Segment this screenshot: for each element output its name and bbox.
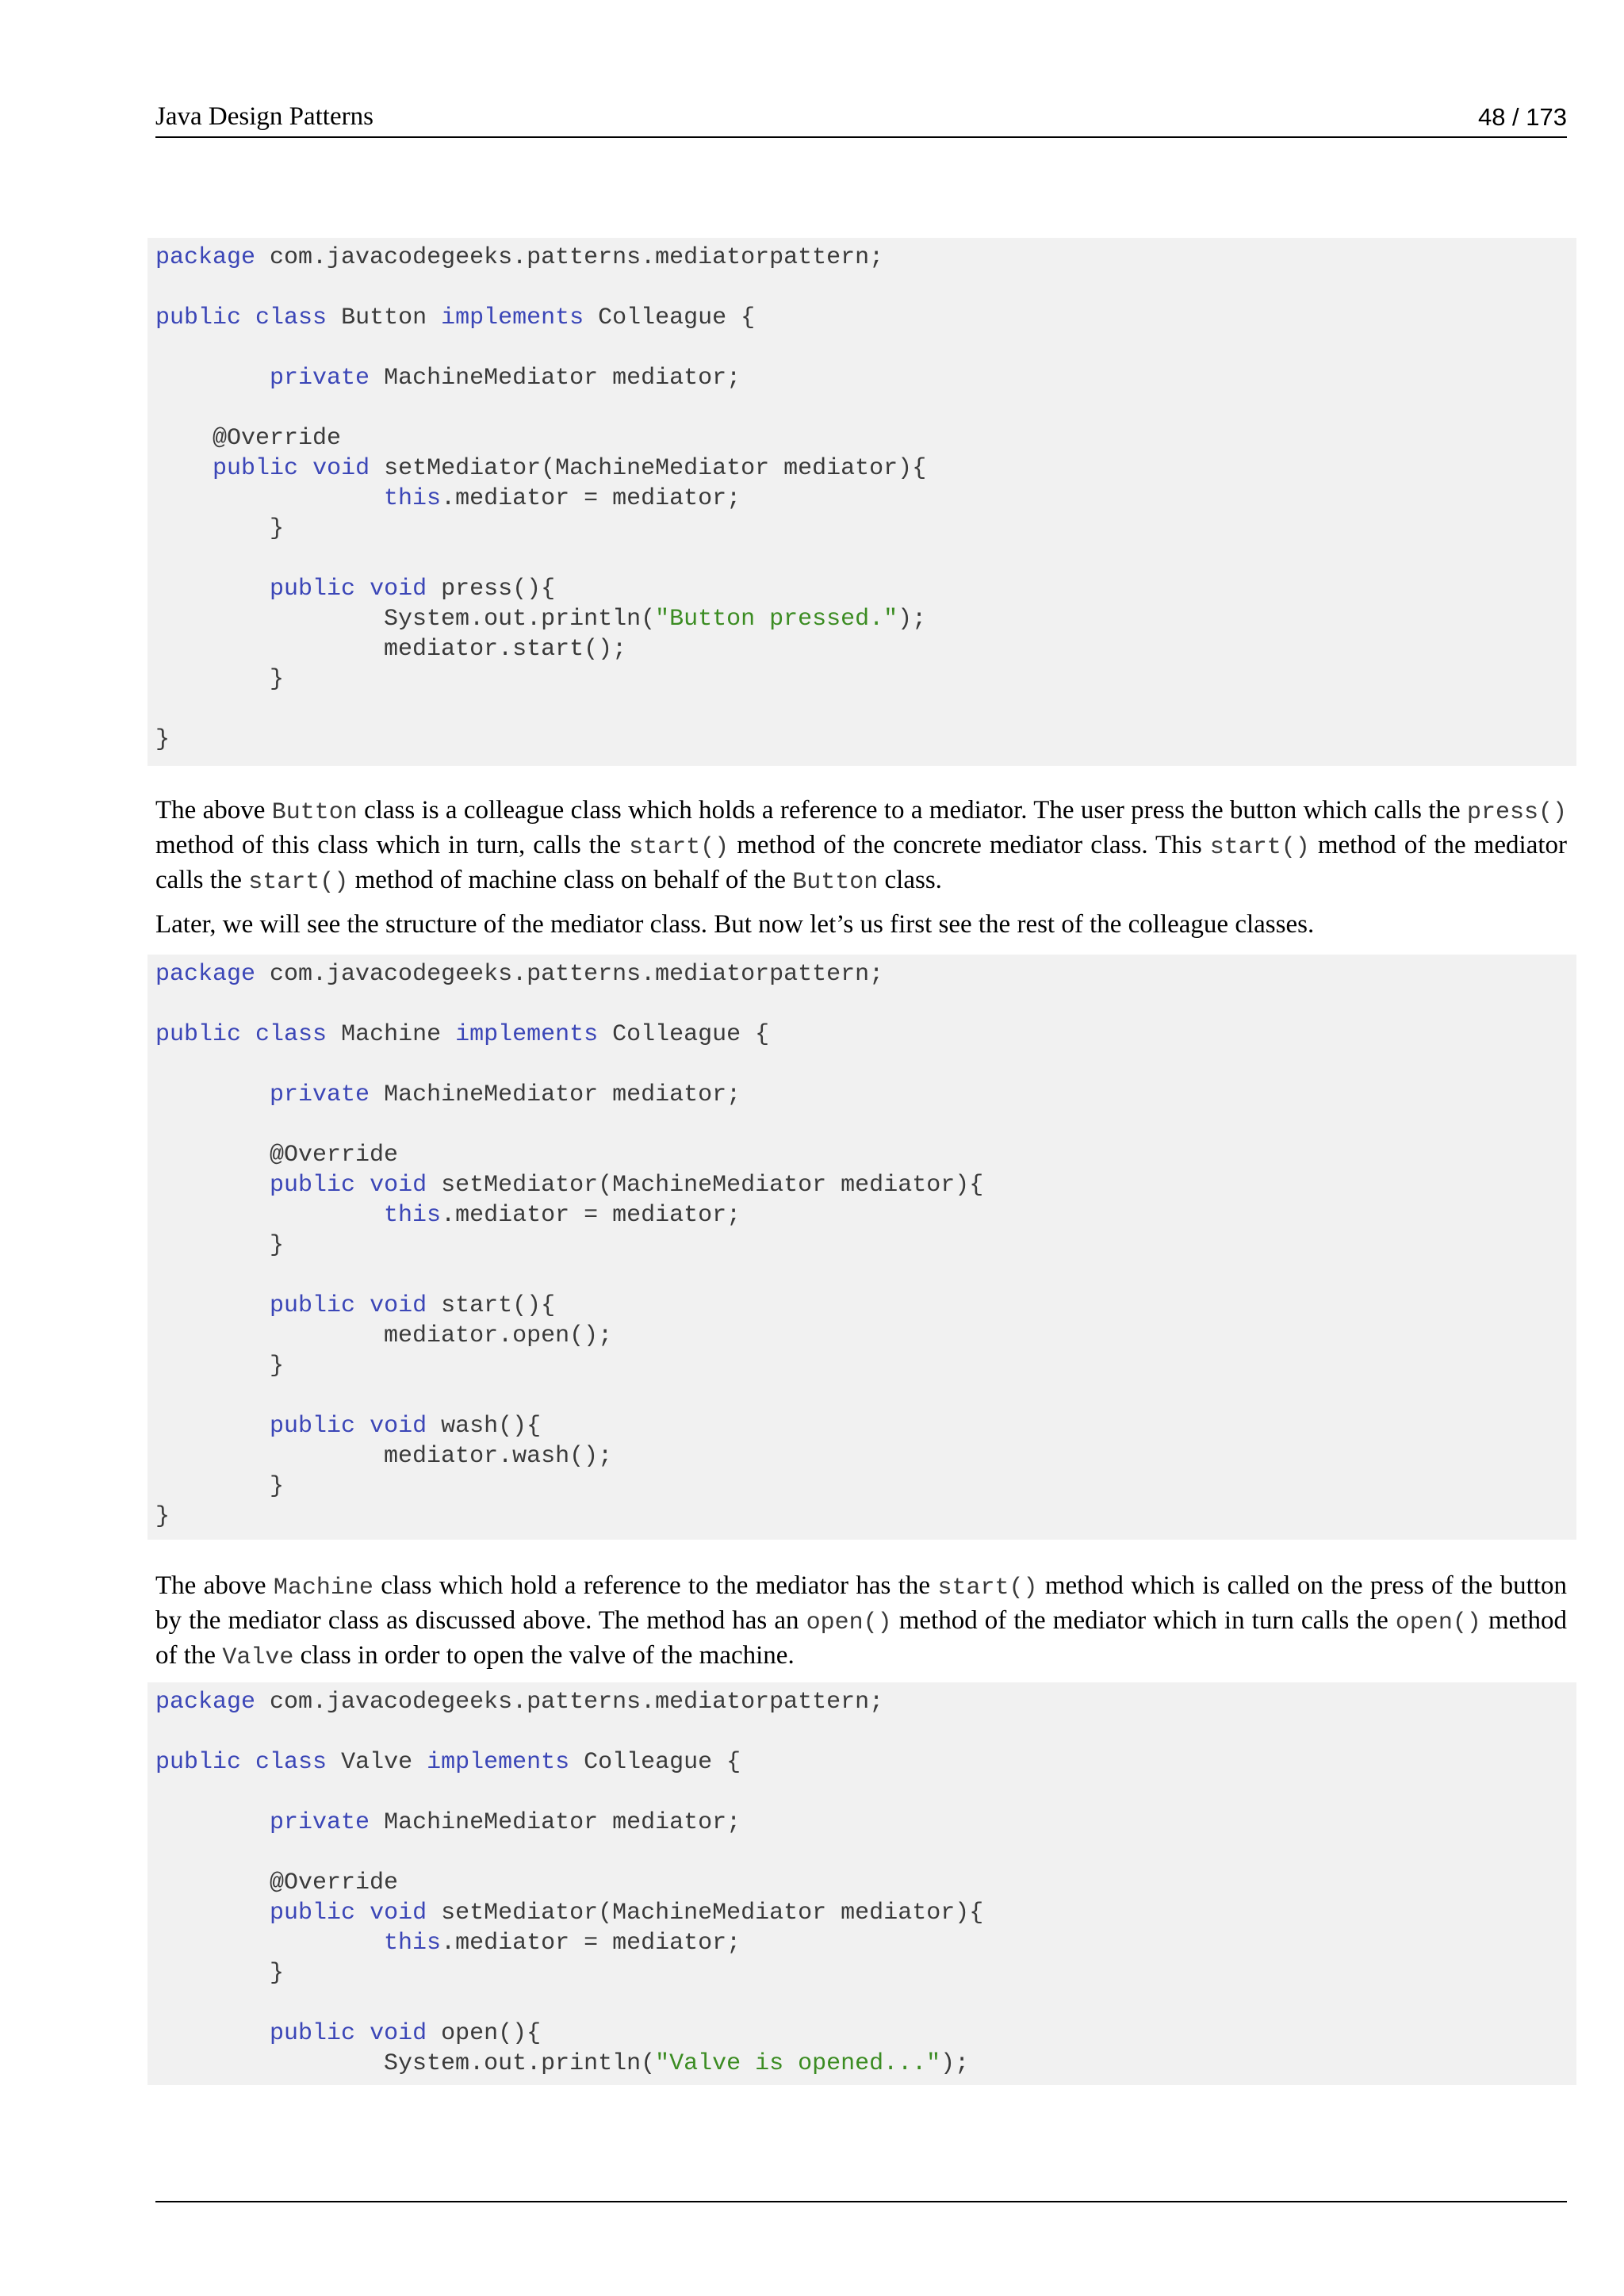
code-text [155,576,270,603]
code-text: mediator.start(); [155,636,627,663]
code-text: MachineMediator mediator; [370,1081,741,1108]
code-keyword: public [270,1900,356,1927]
code-text [155,1809,270,1836]
code-text [355,1900,370,1927]
code-text [355,1413,370,1440]
code-keyword: void [370,1900,427,1927]
code-block-button [147,238,1576,766]
paragraph-text: The above [155,796,272,825]
code-line [155,1411,1576,1441]
code-text: mediator.wash(); [155,1443,613,1470]
code-text [155,365,270,392]
paragraph-transition [155,909,1567,941]
code-line [155,1110,1576,1140]
code-line [155,1351,1576,1381]
code-line [155,1321,1576,1351]
code-text: } [155,1960,285,1987]
code-keyword: class [255,1021,327,1048]
code-text: @Override [155,1142,399,1169]
inline-code: start() [1209,834,1310,861]
code-keyword: public [155,1749,242,1776]
code-keyword: class [255,1749,327,1776]
code-line [155,393,1576,423]
code-keyword: class [255,304,327,331]
paragraph-text: class in order to open the valve of the machine. [293,1641,795,1670]
code-line [155,544,1576,574]
code-text [241,304,255,331]
code-keyword: public [155,304,242,331]
code-line [155,1717,1576,1747]
code-line [155,1291,1576,1321]
code-text: Colleague { [598,1021,770,1048]
code-text [298,455,312,482]
paragraph-text: method of the mediator calls the [155,831,1568,894]
code-text: } [155,515,285,542]
code-text [155,1172,270,1199]
paragraph-text: method of the mediator which in turn calls the [891,1606,1396,1635]
paragraph-text: method of machine class on behalf of the [348,866,793,894]
code-text [155,1930,384,1957]
code-text: Colleague { [569,1749,741,1776]
code-text [155,2020,270,2047]
paragraph-text: method of this class which in turn, calls the [155,831,630,859]
code-line [155,1838,1576,1868]
code-line [155,484,1576,514]
code-text: ); [940,2050,970,2077]
code-text: } [155,1503,170,1530]
code-keyword: private [270,365,370,392]
paragraph-text: method of the concrete mediator class. This [729,831,1210,859]
code-text: } [155,666,285,693]
paragraph-text: Later, we will see the structure of the mediator class. But now let’s us first see the rest of the colleague classes. [155,910,1315,939]
code-keyword: void [370,1413,427,1440]
code-line [155,1230,1576,1261]
code-text: mediator.open(); [155,1322,613,1349]
inline-code: press() [1466,799,1568,826]
code-line [155,634,1576,664]
code-text: System.out.println( [155,2050,656,2077]
code-text [155,455,213,482]
code-text: } [155,726,170,753]
inline-code: start() [937,1575,1038,1601]
code-text: .mediator = mediator; [441,485,741,512]
code-text: @Override [155,1869,399,1896]
code-keyword: public [270,2020,356,2047]
code-line [155,959,1576,989]
code-line [155,1441,1576,1471]
inline-code: start() [248,869,349,896]
code-line [155,363,1576,393]
paragraph-text: class which hold a reference to the mediator has the [373,1571,938,1600]
code-keyword: implements [455,1021,599,1048]
document-title: Java Design Patterns [155,102,373,131]
code-keyword: public [270,1172,356,1199]
code-text: press(){ [427,576,556,603]
code-text: .mediator = mediator; [441,1202,741,1229]
code-line [155,574,1576,604]
code-keyword: this [384,485,442,512]
code-text: setMediator(MachineMediator mediator){ [427,1900,984,1927]
code-keyword: void [370,2020,427,2047]
code-text: MachineMediator mediator; [370,365,741,392]
code-line [155,1170,1576,1200]
code-text [155,1202,384,1229]
paragraph-text: class is a colleague class which holds a reference to a mediator. The user press the button which calls the [357,796,1467,825]
code-keyword: void [370,1292,427,1319]
code-keyword: public [213,455,299,482]
code-text: Button [327,304,442,331]
code-line [155,1050,1576,1080]
code-text [155,1292,270,1319]
code-line [155,1988,1576,2019]
code-keyword: public [270,1292,356,1319]
code-keyword: public [270,1413,356,1440]
code-keyword: void [370,576,427,603]
code-keyword: implements [427,1749,570,1776]
code-keyword: this [384,1930,442,1957]
paragraph-text: class. [878,866,942,894]
paragraph-button-description [155,794,1567,899]
code-text [155,485,384,512]
code-text [355,576,370,603]
inline-code: Button [792,869,879,896]
code-text [155,1081,270,1108]
code-line [155,1471,1576,1502]
code-text: ); [898,606,927,633]
code-line [155,1928,1576,1958]
code-text: Valve [327,1749,427,1776]
inline-code: Machine [273,1575,373,1601]
code-line [155,1777,1576,1808]
code-text [155,1900,270,1927]
code-keyword: void [312,455,370,482]
code-line [155,695,1576,725]
footer-rule [155,2201,1567,2202]
code-text: com.javacodegeeks.patterns.mediatorpattern; [255,244,884,271]
code-text [355,1292,370,1319]
code-text [355,2020,370,2047]
code-line [155,2049,1576,2079]
code-keyword: public [155,1021,242,1048]
code-line [155,1808,1576,1838]
code-text [241,1749,255,1776]
code-text: .mediator = mediator; [441,1930,741,1957]
code-line [155,1958,1576,1988]
code-line [155,453,1576,484]
code-line [155,1898,1576,1928]
code-line [155,1687,1576,1717]
inline-code: Valve [222,1644,294,1671]
code-keyword: package [155,1689,256,1716]
code-keyword: implements [441,304,584,331]
code-text: setMediator(MachineMediator mediator){ [427,1172,984,1199]
code-line [155,2019,1576,2049]
code-text: MachineMediator mediator; [370,1809,741,1836]
code-text: } [155,1232,285,1259]
code-line [155,514,1576,544]
code-line [155,725,1576,755]
code-text: Machine [327,1021,456,1048]
code-block-machine [147,955,1576,1540]
paragraph-text: The above [155,1571,274,1600]
code-text [355,1172,370,1199]
code-line [155,1261,1576,1291]
code-text: open(){ [427,2020,542,2047]
code-keyword: void [370,1172,427,1199]
code-line [155,1868,1576,1898]
page-number: 48 / 173 [1477,103,1567,131]
code-keyword: private [270,1081,370,1108]
code-text: System.out.println( [155,606,656,633]
paragraph-text: method of the [155,1606,1567,1670]
code-line [155,1020,1576,1050]
inline-code: open() [806,1609,892,1636]
code-block-valve [147,1682,1576,2085]
code-text: start(){ [427,1292,556,1319]
page-header [155,98,1567,138]
code-text: wash(){ [427,1413,542,1440]
code-line [155,333,1576,363]
code-text [155,1413,270,1440]
code-line [155,664,1576,695]
code-line [155,1502,1576,1532]
code-line [155,1381,1576,1411]
code-line [155,1200,1576,1230]
code-keyword: private [270,1809,370,1836]
code-text: } [155,1473,285,1500]
code-line [155,423,1576,453]
code-line [155,303,1576,333]
inline-code: open() [1395,1609,1481,1636]
code-keyword: package [155,244,256,271]
code-keyword: this [384,1202,442,1229]
code-keyword: public [270,576,356,603]
code-string: "Button pressed." [655,606,898,633]
code-text: com.javacodegeeks.patterns.mediatorpattern; [255,961,884,988]
code-line [155,989,1576,1020]
code-text: com.javacodegeeks.patterns.mediatorpattern; [255,1689,884,1716]
code-keyword: package [155,961,256,988]
code-string: "Valve is opened..." [655,2050,941,2077]
code-text: } [155,1353,285,1380]
code-line [155,1747,1576,1777]
code-text: Colleague { [584,304,756,331]
inline-code: Button [271,799,358,826]
paragraph-text: method which is called on the press of the button by the mediator class as discussed above. The method has an [155,1571,1567,1635]
code-line [155,1140,1576,1170]
paragraph-machine-description [155,1570,1567,1674]
code-text [241,1021,255,1048]
inline-code: start() [629,834,730,861]
code-line [155,1080,1576,1110]
code-line [155,243,1576,273]
code-text: setMediator(MachineMediator mediator){ [370,455,927,482]
code-line [155,604,1576,634]
code-text: @Override [155,425,342,452]
code-line [155,273,1576,303]
